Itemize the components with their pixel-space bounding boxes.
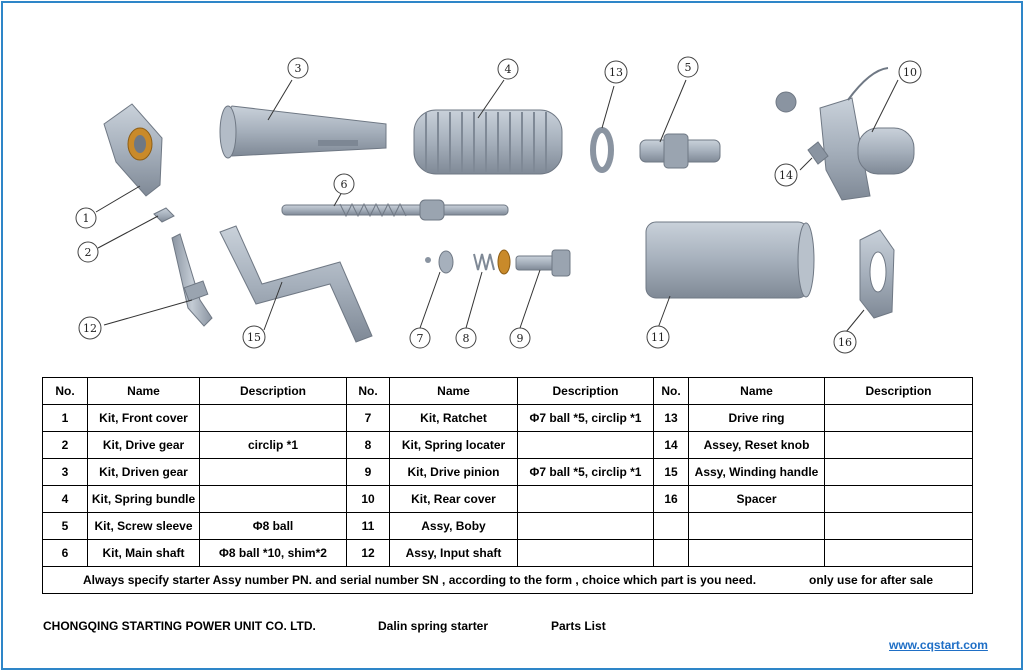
table-cell [200, 459, 347, 486]
callout-2 [78, 242, 98, 262]
table-cell [200, 486, 347, 513]
callout-3 [288, 58, 308, 78]
table-cell: 2 [43, 432, 88, 459]
svg-text:5: 5 [684, 61, 692, 74]
part-winding-handle [220, 226, 372, 342]
table-cell: 14 [654, 432, 689, 459]
table-row [43, 432, 973, 459]
table-cell [654, 540, 689, 567]
table-cell: Φ7 ball *5, circlip *1 [518, 459, 654, 486]
svg-text:14: 14 [779, 169, 793, 182]
table-cell: Kit, Main shaft [88, 540, 200, 567]
order-note [43, 567, 973, 594]
document-title: Parts List [551, 619, 606, 633]
table-cell: 4 [43, 486, 88, 513]
table-cell: Kit, Rear cover [390, 486, 518, 513]
part-driven-gear [220, 106, 386, 158]
table-cell [825, 513, 973, 540]
table-cell: 8 [347, 432, 390, 459]
table-cell: 3 [43, 459, 88, 486]
callout-6 [334, 174, 354, 194]
table-cell: Assey, Reset knob [689, 432, 825, 459]
header-description: Description [825, 378, 973, 405]
header-no: No. [654, 378, 689, 405]
callout-16 [834, 331, 856, 353]
table-cell: Spacer [689, 486, 825, 513]
table-cell: 12 [347, 540, 390, 567]
svg-text:2: 2 [84, 246, 92, 259]
table-cell: 16 [654, 486, 689, 513]
table-cell: Kit, Spring locater [390, 432, 518, 459]
parts-table [42, 377, 973, 594]
part-main-shaft [282, 200, 508, 220]
part-input-shaft [172, 234, 212, 326]
callout-10 [899, 61, 921, 83]
after-sale-note: only use for after sale [809, 573, 934, 587]
table-cell: 15 [654, 459, 689, 486]
table-cell: 9 [347, 459, 390, 486]
part-body [646, 222, 814, 298]
part-drive-ring [593, 130, 611, 170]
table-row [43, 405, 973, 432]
table-cell: 6 [43, 540, 88, 567]
svg-text:13: 13 [609, 66, 623, 79]
table-cell [518, 513, 654, 540]
table-cell: Assy, Boby [390, 513, 518, 540]
table-cell [689, 540, 825, 567]
table-cell: 1 [43, 405, 88, 432]
svg-text:8: 8 [462, 332, 470, 345]
table-cell: Φ8 ball [200, 513, 347, 540]
callout-14 [775, 164, 797, 186]
callout-4 [498, 59, 518, 79]
callout-15 [243, 326, 265, 348]
table-cell [825, 405, 973, 432]
order-note-text: Always specify starter Assy number PN. and serial number SN , according to the form , choice which part is you need. [83, 573, 757, 587]
part-screw-sleeve [640, 134, 720, 168]
svg-text:9: 9 [516, 332, 524, 345]
table-cell: 7 [347, 405, 390, 432]
svg-text:15: 15 [247, 331, 261, 344]
part-spring-locater [474, 250, 510, 274]
table-cell [825, 486, 973, 513]
part-spacer [860, 230, 894, 318]
table-cell: Assy, Winding handle [689, 459, 825, 486]
table-row [43, 459, 973, 486]
website-link[interactable]: www.cqstart.com [889, 638, 988, 652]
svg-text:11: 11 [651, 331, 665, 344]
table-cell: 10 [347, 486, 390, 513]
table-cell: Drive ring [689, 405, 825, 432]
header-no: No. [43, 378, 88, 405]
callout-13 [605, 61, 627, 83]
callout-8 [456, 328, 476, 348]
table-cell: Kit, Drive pinion [390, 459, 518, 486]
table-cell: Kit, Driven gear [88, 459, 200, 486]
table-row [43, 486, 973, 513]
callout-1 [76, 208, 96, 228]
table-cell [518, 432, 654, 459]
svg-text:16: 16 [838, 336, 852, 349]
table-cell: circlip *1 [200, 432, 347, 459]
callout-11 [647, 326, 669, 348]
company-name: CHONGQING STARTING POWER UNIT CO. LTD. [43, 619, 316, 633]
table-cell: 13 [654, 405, 689, 432]
svg-text:1: 1 [82, 212, 90, 225]
table-cell: Φ7 ball *5, circlip *1 [518, 405, 654, 432]
table-cell: Assy, Input shaft [390, 540, 518, 567]
header-no: No. [347, 378, 390, 405]
svg-text:6: 6 [340, 178, 348, 191]
svg-text:3: 3 [294, 62, 302, 75]
table-cell: Kit, Drive gear [88, 432, 200, 459]
svg-text:12: 12 [83, 322, 97, 335]
svg-text:7: 7 [416, 332, 424, 345]
table-cell: Kit, Spring bundle [88, 486, 200, 513]
table-cell [825, 540, 973, 567]
part-rear-cover [776, 68, 914, 200]
table-row [43, 513, 973, 540]
table-cell [518, 486, 654, 513]
header-name: Name [88, 378, 200, 405]
callout-9 [510, 328, 530, 348]
table-cell [825, 459, 973, 486]
svg-text:10: 10 [903, 66, 917, 79]
table-row [43, 540, 973, 567]
part-drive-gear [154, 208, 174, 222]
table-cell [654, 513, 689, 540]
table-cell [200, 405, 347, 432]
callout-5 [678, 57, 698, 77]
header-name: Name [390, 378, 518, 405]
header-name: Name [689, 378, 825, 405]
product-name: Dalin spring starter [378, 619, 489, 633]
table-cell [689, 513, 825, 540]
table-cell: 5 [43, 513, 88, 540]
table-cell: Kit, Ratchet [390, 405, 518, 432]
callout-7 [410, 328, 430, 348]
table-header-row [43, 378, 973, 405]
table-cell [518, 540, 654, 567]
header-description: Description [200, 378, 347, 405]
table-cell: Φ8 ball *10, shim*2 [200, 540, 347, 567]
part-front-cover [104, 104, 162, 196]
part-ratchet [425, 251, 453, 273]
svg-text:4: 4 [504, 63, 512, 76]
table-note-row [43, 567, 973, 594]
part-spring-bundle [414, 110, 562, 174]
table-cell: 11 [347, 513, 390, 540]
table-cell [825, 432, 973, 459]
table-cell: Kit, Screw sleeve [88, 513, 200, 540]
table-cell: Kit, Front cover [88, 405, 200, 432]
part-drive-pinion [516, 250, 570, 276]
header-description: Description [518, 378, 654, 405]
callout-12 [79, 317, 101, 339]
